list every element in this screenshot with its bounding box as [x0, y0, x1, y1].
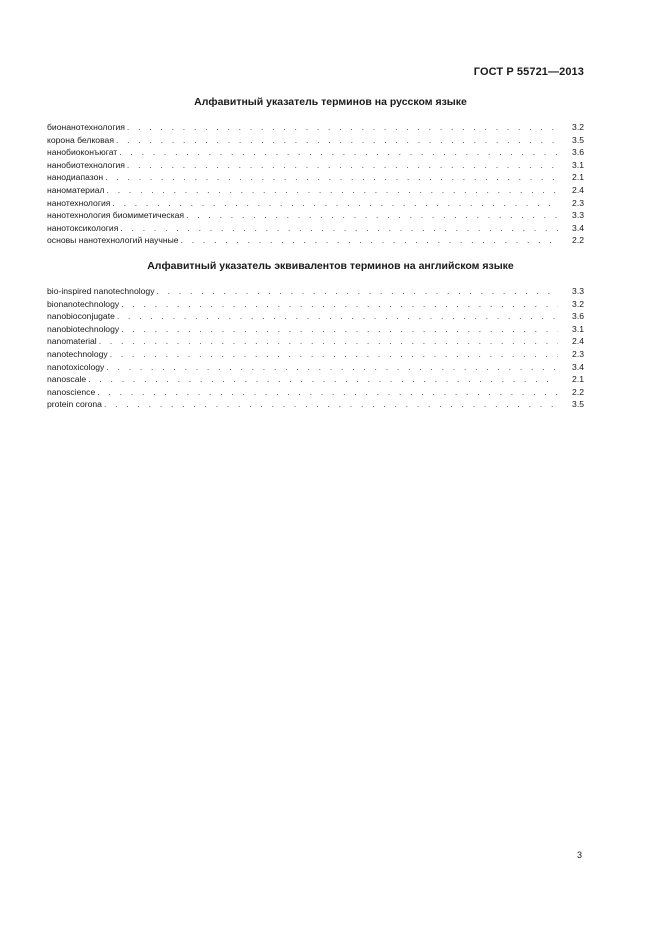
entry-ref: 3.6: [572, 311, 584, 322]
entry-term: nanomaterial: [47, 336, 97, 347]
index-entry: [47, 134, 584, 147]
entry-ref: 3.3: [572, 286, 584, 296]
index-en-list: [47, 285, 584, 411]
entry-ref: 2.4: [572, 336, 584, 347]
entry-term: nanobiotechnology: [47, 323, 120, 334]
entry-term: bio-inspired nanotechnology: [47, 286, 155, 296]
entry-ref: 3.5: [572, 399, 584, 410]
index-entry: [47, 234, 584, 247]
index-entry: [47, 121, 584, 134]
index-entry: [47, 373, 584, 386]
index-entry: [47, 197, 584, 210]
entry-ref: 3.4: [572, 361, 584, 372]
index-en-title: Алфавитный указатель эквивалентов терминов на английском языке: [147, 260, 514, 272]
entry-term: наноматериал: [47, 184, 105, 195]
entry-term: nanotechnology: [47, 348, 108, 359]
entry-ref: 2.2: [572, 386, 584, 397]
document-code: ГОСТ Р 55721—2013: [473, 66, 584, 78]
dot-leader: [88, 373, 558, 386]
entry-ref: 3.4: [572, 222, 584, 233]
index-ru-title: Алфавитный указатель терминов на русском языке: [194, 96, 467, 108]
dot-leader: [121, 298, 558, 311]
entry-ref: 3.2: [572, 122, 584, 132]
index-entry: [47, 386, 584, 399]
dot-leader: [106, 361, 558, 374]
entry-term: bionanotechnology: [47, 298, 120, 309]
dot-leader: [112, 197, 558, 210]
index-entry: [47, 335, 584, 348]
index-entry: [47, 398, 584, 411]
dot-leader: [186, 209, 558, 222]
entry-term: нанотоксикология: [47, 222, 119, 233]
dot-leader: [104, 398, 558, 411]
index-ru-list: [47, 121, 584, 247]
entry-term: нанодиапазон: [47, 172, 104, 183]
page-number: 3: [576, 850, 582, 860]
dot-leader: [97, 386, 558, 399]
entry-ref: 2.3: [572, 197, 584, 208]
dot-leader: [157, 285, 559, 298]
entry-ref: 3.1: [572, 323, 584, 334]
entry-ref: 3.2: [572, 298, 584, 309]
dot-leader: [121, 323, 558, 336]
index-entry: [47, 348, 584, 361]
dot-leader: [116, 134, 558, 147]
entry-ref: 2.1: [572, 374, 584, 385]
dot-leader: [127, 121, 558, 134]
index-entry: [47, 310, 584, 323]
dot-leader: [110, 348, 558, 361]
dot-leader: [119, 146, 558, 159]
entry-term: protein corona: [47, 399, 102, 410]
entry-term: бионанотехнология: [47, 122, 125, 132]
index-entry: [47, 171, 584, 184]
dot-leader: [120, 222, 558, 235]
dot-leader: [117, 310, 558, 323]
entry-term: корона белковая: [47, 134, 114, 145]
entry-term: nanoscience: [47, 386, 96, 397]
dot-leader: [99, 335, 558, 348]
dot-leader: [127, 159, 558, 172]
dot-leader: [105, 171, 558, 184]
entry-ref: 3.3: [572, 210, 584, 221]
dot-leader: [107, 184, 558, 197]
index-entry: [47, 159, 584, 172]
dot-leader: [181, 234, 558, 247]
entry-term: nanobioconjugate: [47, 311, 115, 322]
index-entry: [47, 184, 584, 197]
entry-term: нанотехнология: [47, 197, 111, 208]
index-entry: [47, 209, 584, 222]
entry-term: нанотехнология биомиметическая: [47, 210, 185, 221]
entry-ref: 3.1: [572, 159, 584, 170]
entry-term: нанобиотехнология: [47, 159, 125, 170]
entry-ref: 2.4: [572, 184, 584, 195]
entry-ref: 3.6: [572, 147, 584, 158]
index-entry: [47, 298, 584, 311]
entry-term: nanoscale: [47, 374, 87, 385]
index-entry: [47, 361, 584, 374]
index-entry: [47, 285, 584, 298]
entry-term: nanotoxicology: [47, 361, 105, 372]
entry-ref: 2.2: [572, 235, 584, 246]
entry-ref: 2.1: [572, 172, 584, 183]
entry-term: нанобиоконъюгат: [47, 147, 118, 158]
index-entry: [47, 323, 584, 336]
entry-ref: 2.3: [572, 348, 584, 359]
index-entry: [47, 146, 584, 159]
index-entry: [47, 222, 584, 235]
entry-ref: 3.5: [572, 134, 584, 145]
entry-term: основы нанотехнологий научные: [47, 235, 179, 246]
